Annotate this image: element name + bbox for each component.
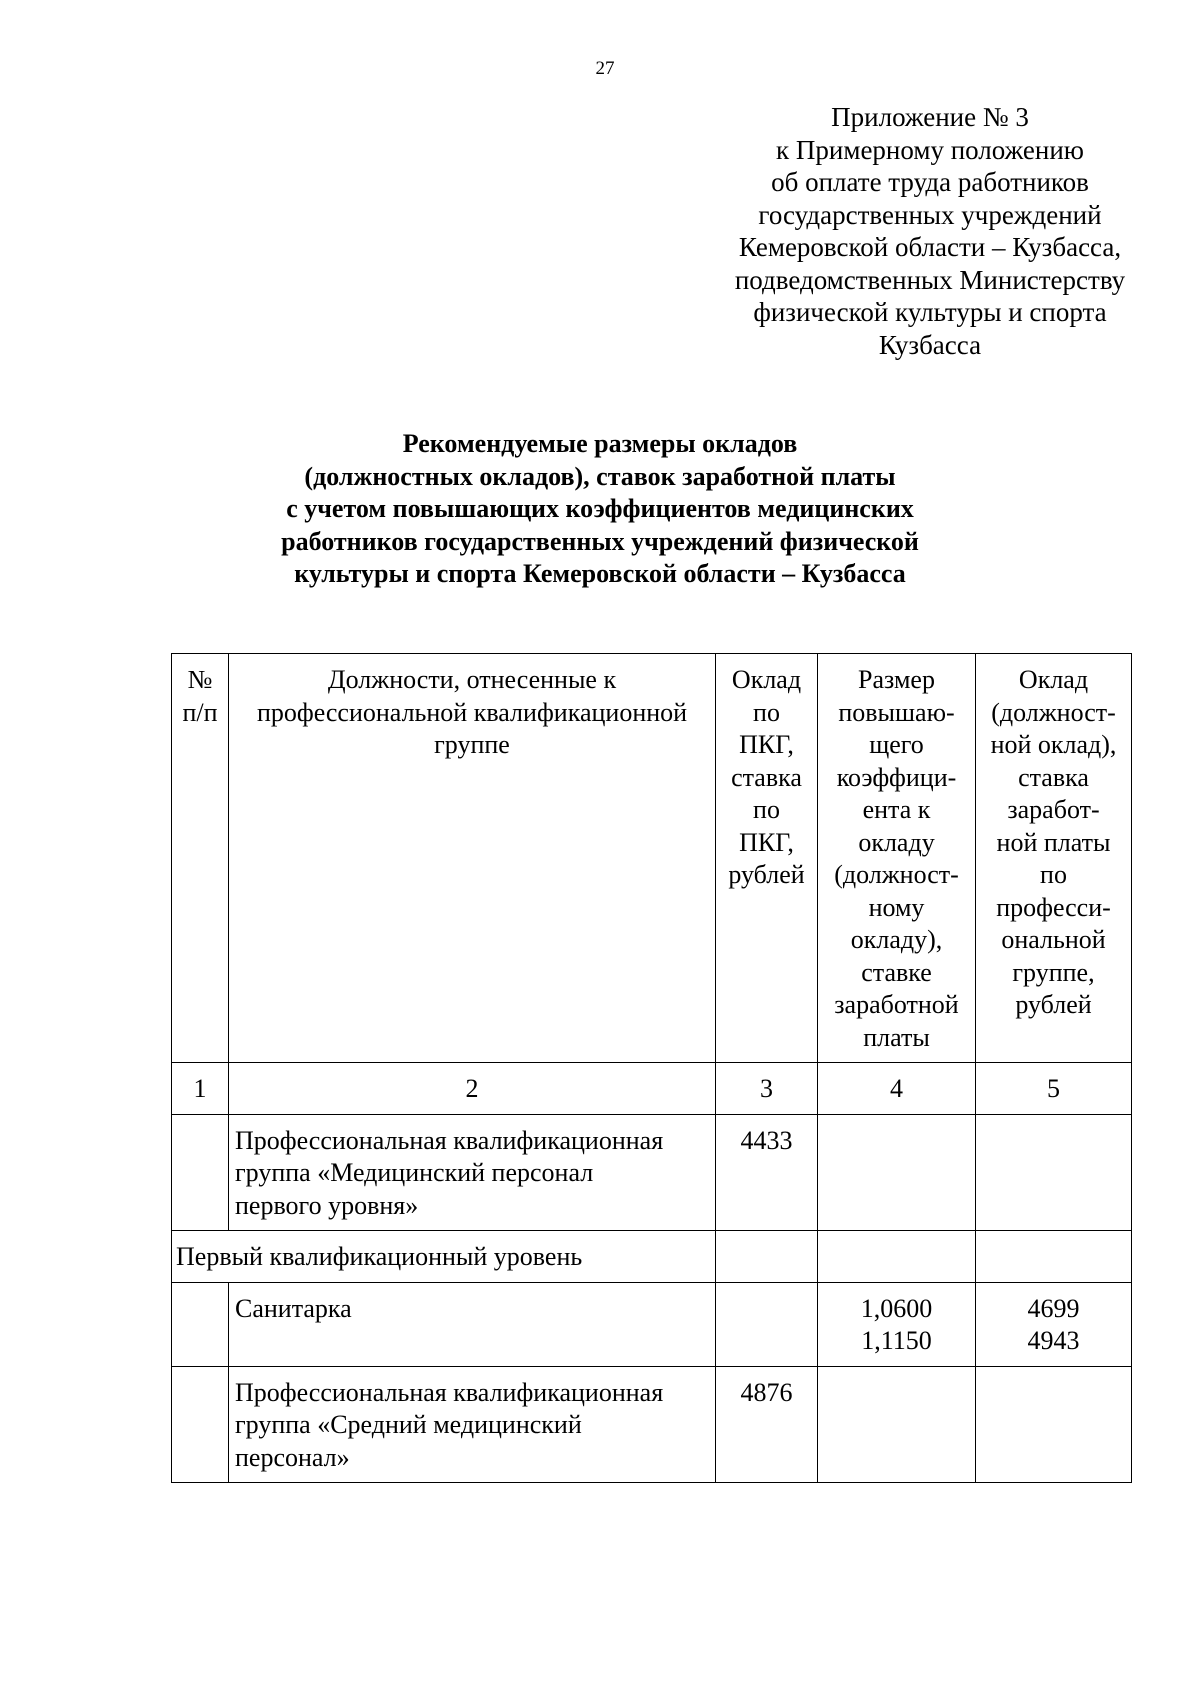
header-position: Должности, отнесенные к профессиональной квалификационной группе (229, 654, 716, 1063)
header-coefficient: Размер повышаю- щего коэффици- ента к окладу (должност- ному окладу), ставке заработной платы (818, 654, 976, 1063)
title-line: Рекомендуемые размеры окладов (402, 429, 798, 458)
title-line: работников государственных учреждений физической (281, 526, 919, 556)
table-header-row (172, 654, 1132, 1063)
column-numbering-row (172, 1063, 1132, 1115)
document-title (0, 428, 1200, 591)
column-number: 5 (976, 1063, 1132, 1115)
coefficient (818, 1366, 976, 1483)
title-line: с учетом повышающих коэффициентов медицинских (286, 494, 914, 523)
title-line: (должностных окладов), ставок заработной платы (304, 461, 896, 491)
appendix-line: к Примерному положению (776, 134, 1084, 165)
column-number: 1 (172, 1063, 229, 1115)
salary-table (171, 653, 1132, 1483)
qualification-level: Первый квалификационный уровень (172, 1231, 716, 1283)
pkg-salary (716, 1231, 818, 1283)
coefficient (818, 1231, 976, 1283)
position-name: Санитарка (229, 1282, 716, 1366)
table-row (172, 1231, 1132, 1283)
coefficient: 1,0600 1,1150 (818, 1282, 976, 1366)
header-number: № п/п (172, 654, 229, 1063)
pkg-salary: 4876 (716, 1366, 818, 1483)
coefficient (818, 1114, 976, 1231)
row-number (172, 1366, 229, 1483)
appendix-line: об оплате труда работников (771, 167, 1089, 197)
pkg-salary (716, 1282, 818, 1366)
column-number: 2 (229, 1063, 716, 1115)
row-number (172, 1114, 229, 1231)
appendix-line: подведомственных Министерству (734, 264, 1126, 295)
table-row (172, 1114, 1132, 1231)
appendix-line: Приложение № 3 (831, 102, 1029, 132)
page-number: 27 (595, 58, 615, 79)
appendix-line: Кемеровской области – Кузбасса, (738, 232, 1122, 262)
appendix-header (700, 101, 1160, 361)
table-row (172, 1282, 1132, 1366)
appendix-line: Кузбасса (878, 329, 982, 360)
final-salary (976, 1231, 1132, 1283)
column-number: 4 (818, 1063, 976, 1115)
final-salary: 4699 4943 (976, 1282, 1132, 1366)
appendix-line: физической культуры и спорта (753, 297, 1107, 327)
position-group-name: Профессиональная квалификационная группа «Средний медицинский персонал» (229, 1366, 716, 1483)
table-row (172, 1366, 1132, 1483)
position-group-name: Профессиональная квалификационная группа «Медицинский персонал первого уровня» (229, 1114, 716, 1231)
column-number: 3 (716, 1063, 818, 1115)
header-final-salary: Оклад (должност- ной оклад), ставка заработ- ной платы по професси- ональной группе, рублей (976, 654, 1132, 1063)
pkg-salary: 4433 (716, 1114, 818, 1231)
header-pkg-salary: Оклад по ПКГ, ставка по ПКГ, рублей (716, 654, 818, 1063)
row-number (172, 1282, 229, 1366)
appendix-line: государственных учреждений (758, 199, 1102, 230)
final-salary (976, 1114, 1132, 1231)
title-line: культуры и спорта Кемеровской области – Кузбасса (294, 559, 906, 588)
final-salary (976, 1366, 1132, 1483)
